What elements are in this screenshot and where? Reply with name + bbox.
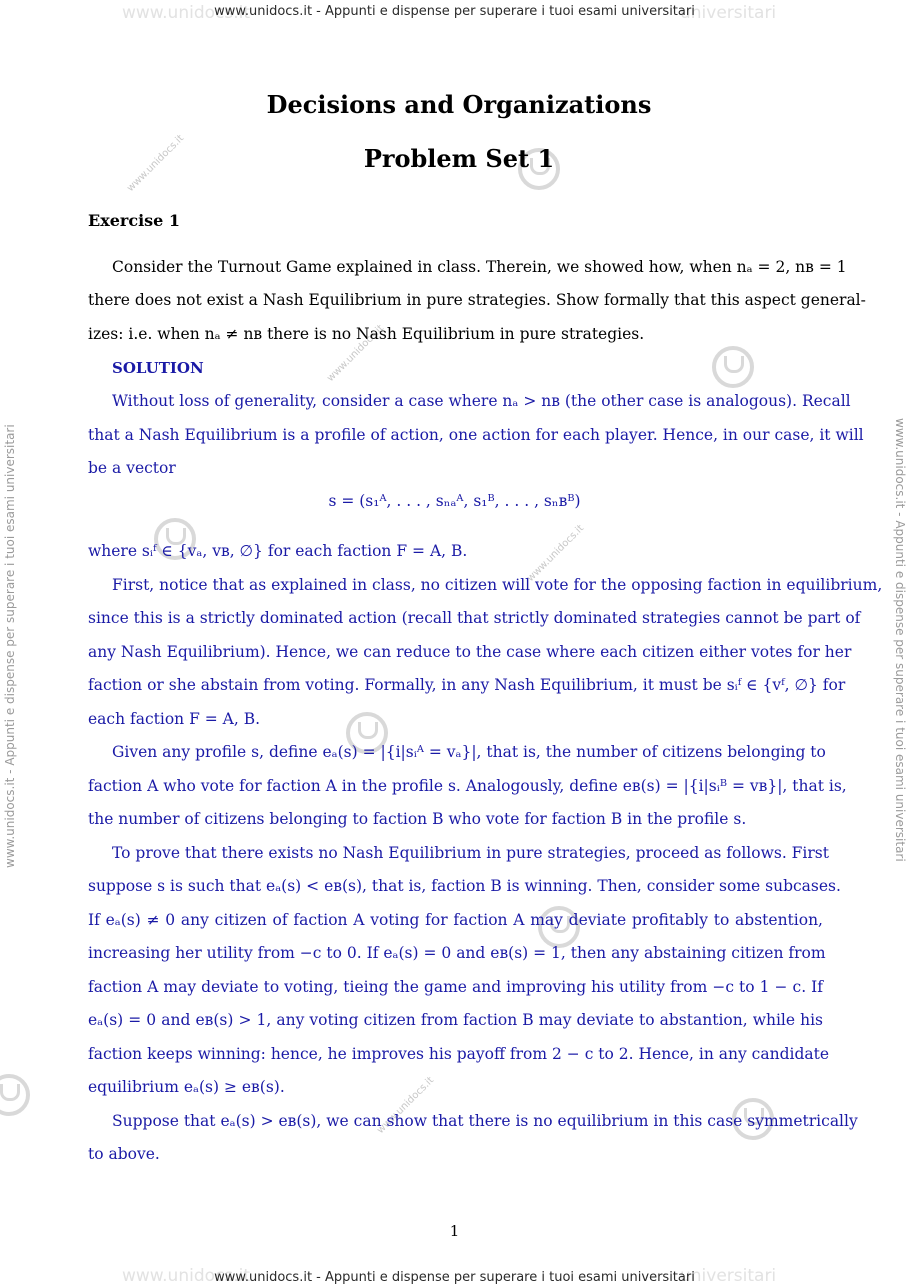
- document-title: Decisions and Organizations: [266, 90, 652, 119]
- solution-line: faction or she abstain from voting. Formally, in any Nash Equilibrium, it must be sᵢᶠ ∈ {vᶠ, ∅} for: [88, 676, 846, 694]
- watermark-left-side: www.unidocs.it - Appunti e dispense per superare i tuoi esami universitari: [3, 424, 17, 868]
- solution-line: If eₐ(s) ≠ 0 any citizen of faction A voting for faction A may deviate profitably to abstention,: [88, 911, 823, 929]
- watermark-top-bar: www.unidocs.it - Appunti e dispense per superare i tuoi esami universitari: [214, 4, 695, 19]
- solution-line: that a Nash Equilibrium is a profile of action, one action for each player. Hence, in our case, it will: [88, 426, 864, 444]
- solution-line: faction keeps winning: hence, he improves his payoff from 2 − c to 2. Hence, in any candidate: [88, 1045, 830, 1063]
- solution-line: the number of citizens belonging to faction B who vote for faction B in the profile s.: [88, 810, 747, 828]
- solution-line: any Nash Equilibrium). Hence, we can reduce to the case where each citizen either votes for her: [88, 643, 852, 661]
- watermark-logo-icon: [712, 346, 754, 388]
- watermark-ghost-bottom-right: universitari: [680, 1266, 777, 1286]
- watermark-diagonal: www.unidocs.it: [525, 522, 587, 585]
- equation-vector: s = (s₁ᴬ, . . . , sₙₐᴬ, s₁ᴮ, . . . , sₙʙᴮ): [328, 492, 581, 510]
- solution-line: where sᵢᶠ ∈ {vₐ, vʙ, ∅} for each faction F = A, B.: [88, 542, 468, 560]
- solution-line: Given any profile s, define eₐ(s) = |{i|sᵢᴬ = vₐ}|, that is, the number of citizens belonging to: [112, 743, 826, 761]
- watermark-logo-icon: [0, 1074, 30, 1116]
- watermark-diagonal: www.unidocs.it: [125, 132, 187, 195]
- solution-line: each faction F = A, B.: [88, 710, 261, 728]
- solution-line: faction A may deviate to voting, tieing the game and improving his utility from −c to 1 − c. If: [88, 978, 823, 996]
- solution-line: be a vector: [88, 459, 176, 477]
- solution-line: First, notice that as explained in class, no citizen will vote for the opposing faction in equilibrium,: [112, 576, 883, 594]
- document-subtitle: Problem Set 1: [363, 144, 555, 173]
- watermark-ghost-bottom-left: www.unidocs.it: [122, 1266, 251, 1286]
- solution-label: SOLUTION: [112, 359, 204, 377]
- page-number: 1: [449, 1222, 460, 1240]
- watermark-right-side: www.unidocs.it - Appunti e dispense per superare i tuoi esami universitari: [893, 418, 907, 862]
- solution-line: suppose s is such that eₐ(s) < eʙ(s), that is, faction B is winning. Then, consider some subcases.: [88, 877, 841, 895]
- solution-line: eₐ(s) = 0 and eʙ(s) > 1, any voting citizen from faction B may deviate to abstantion, while his: [88, 1011, 823, 1029]
- watermark-ghost-top-right: universitari: [680, 3, 777, 23]
- exercise-line: izes: i.e. when nₐ ≠ nʙ there is no Nash Equilibrium in pure strategies.: [88, 325, 645, 343]
- solution-line: faction A who vote for faction A in the profile s. Analogously, define eʙ(s) = |{i|sᵢᴮ = vʙ}|, that is,: [88, 777, 847, 795]
- solution-line: to above.: [88, 1145, 160, 1163]
- solution-line: To prove that there exists no Nash Equilibrium in pure strategies, proceed as follows. First: [112, 844, 829, 862]
- exercise-line: there does not exist a Nash Equilibrium in pure strategies. Show formally that this aspect general-: [88, 291, 866, 309]
- exercise-line: Consider the Turnout Game explained in class. Therein, we showed how, when nₐ = 2, nʙ = 1: [112, 258, 847, 276]
- watermark-bottom-bar: www.unidocs.it - Appunti e dispense per superare i tuoi esami universitari: [214, 1270, 695, 1285]
- exercise-heading: Exercise 1: [88, 211, 181, 230]
- watermark-diagonal: www.unidocs.it: [325, 322, 387, 385]
- watermark-ghost-top-left: www.unidocs.it: [122, 3, 251, 23]
- solution-line: Without loss of generality, consider a case where nₐ > nʙ (the other case is analogous). Recall: [112, 392, 851, 410]
- solution-line: Suppose that eₐ(s) > eʙ(s), we can show that there is no equilibrium in this case symmetrically: [112, 1112, 858, 1130]
- solution-line: since this is a strictly dominated action (recall that strictly dominated strategies cannot be part of: [88, 609, 861, 627]
- solution-line: increasing her utility from −c to 0. If eₐ(s) = 0 and eʙ(s) = 1, then any abstaining citizen from: [88, 944, 826, 962]
- solution-line: equilibrium eₐ(s) ≥ eʙ(s).: [88, 1078, 285, 1096]
- watermark-diagonal: www.unidocs.it: [375, 1074, 437, 1137]
